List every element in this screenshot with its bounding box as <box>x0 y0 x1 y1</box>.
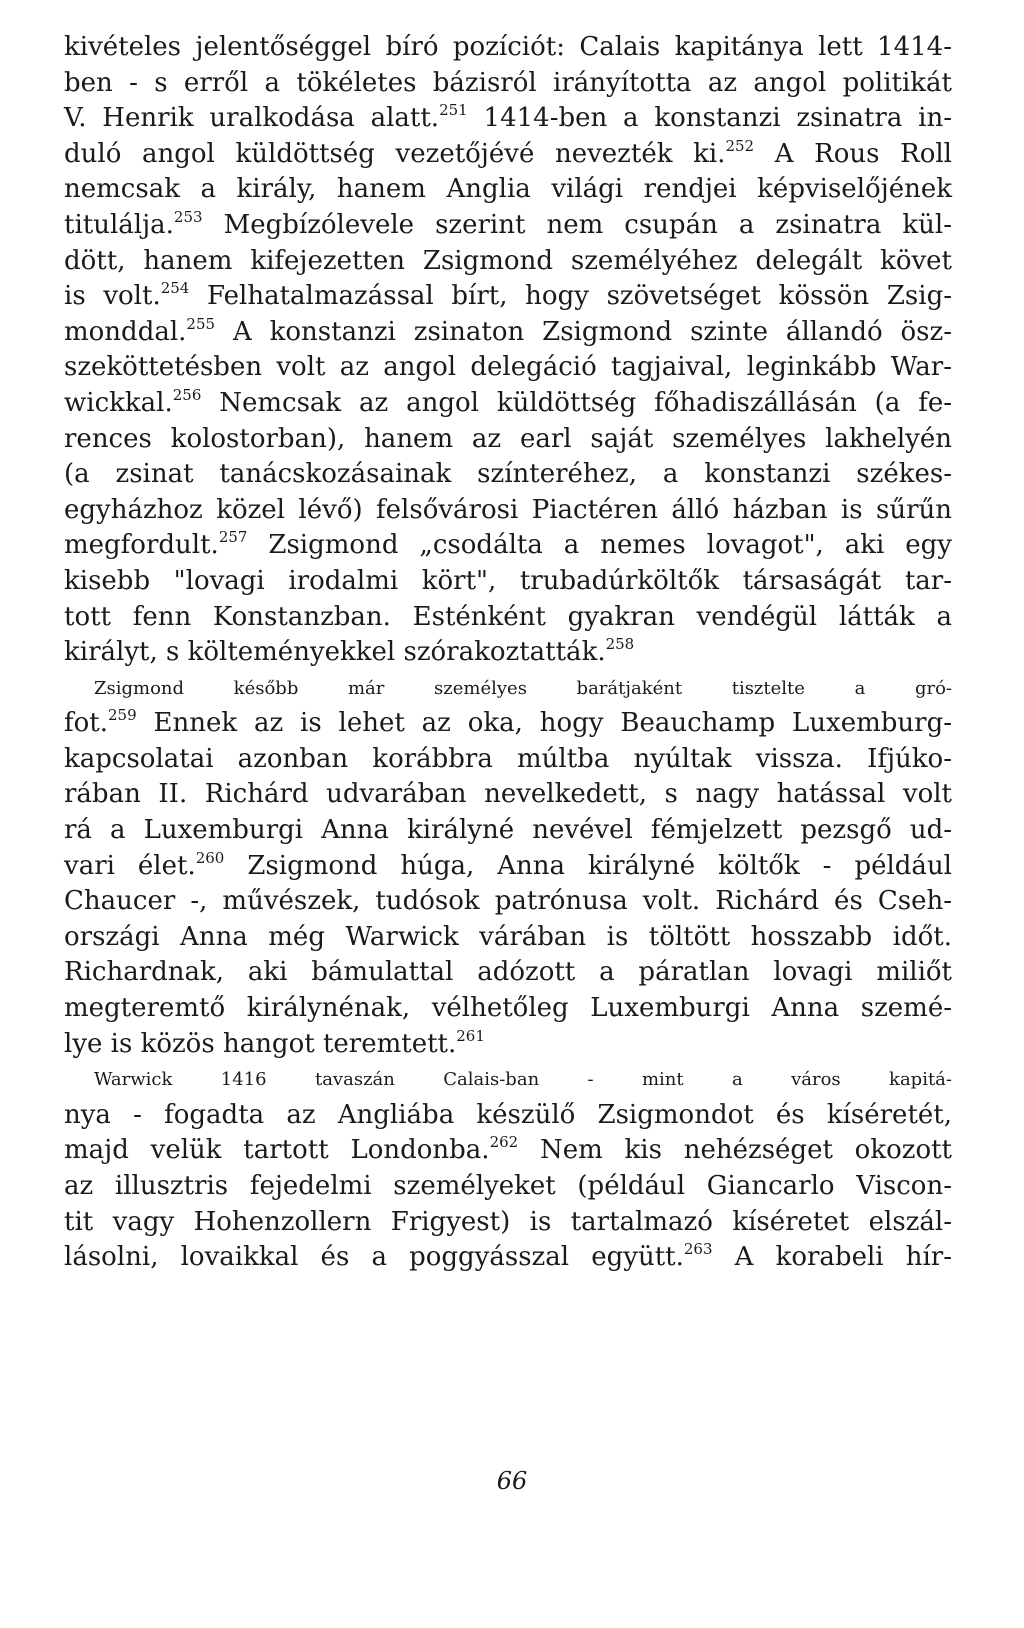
text-line <box>64 706 952 742</box>
text-line <box>64 1240 952 1276</box>
text-line <box>64 742 952 778</box>
footnote-reference: 257 <box>218 528 248 547</box>
text-segment: fot. <box>64 708 108 739</box>
text-line <box>64 955 952 991</box>
text-line <box>64 493 952 529</box>
text-segment: dött, hanem kifejezetten Zsigmond személyéhez delegált követ <box>64 245 952 276</box>
text-line <box>64 991 952 1027</box>
text-segment: kivételes jelentőséggel bíró pozíciót: Calais kapitánya lett 1414- <box>64 32 952 62</box>
text-segment: majd velük tartott Londonba. <box>64 1135 490 1166</box>
text-line <box>64 137 952 173</box>
footnote-reference: 260 <box>195 848 225 867</box>
text-line <box>64 1098 952 1134</box>
text-line <box>64 671 952 707</box>
text-body <box>64 30 952 1276</box>
text-segment: wickkal. <box>64 387 173 418</box>
text-segment: tit vagy Hohenzollern Frigyest) is tartalmazó kíséretet elszál- <box>64 1206 952 1237</box>
text-line <box>64 1205 952 1241</box>
text-segment: országi Anna még Warwick várában is töltött hosszabb időt. <box>64 921 952 952</box>
text-line <box>64 422 952 458</box>
text-segment: Nem kis nehézséget okozott <box>518 1135 952 1166</box>
text-segment: kapcsolatai azonban korábbra múltba nyúltak vissza. Ifjúko- <box>64 743 952 774</box>
text-segment: ben - s erről a tökéletes bázisról irányította az angol politikát <box>64 67 952 98</box>
text-segment: nya - fogadta az Angliába készülő Zsigmondot és kíséretét, <box>64 1099 952 1130</box>
text-segment: Zsigmond „csodálta a nemes lovagot", aki egy <box>247 530 952 561</box>
text-segment: lye is közös hangot teremtett. <box>64 1028 457 1059</box>
text-line <box>64 849 952 885</box>
text-segment: megfordult. <box>64 530 219 561</box>
text-line <box>64 600 952 636</box>
text-segment: nemcsak a király, hanem Anglia világi rendjei képviselőjének <box>64 174 952 205</box>
text-line <box>64 1169 952 1205</box>
text-line <box>64 813 952 849</box>
text-line <box>64 101 952 137</box>
text-line <box>64 30 952 66</box>
text-segment: megteremtő királynénak, vélhetőleg Luxemburgi Anna szemé- <box>64 993 952 1024</box>
text-segment: Megbízólevele szerint nem csupán a zsinatra kül- <box>202 209 952 240</box>
text-segment: lásolni, lovaikkal és a poggyásszal együtt. <box>64 1242 684 1273</box>
text-segment: tott fenn Konstanzban. Esténként gyakran vendégül látták a <box>64 601 952 632</box>
text-line <box>64 635 952 671</box>
text-line <box>64 884 952 920</box>
text-line <box>64 457 952 493</box>
footnote-reference: 255 <box>186 314 216 333</box>
text-segment: (a zsinat tanácskozásainak színteréhez, a konstanzi székes- <box>64 459 952 490</box>
text-segment: Felhatalmazással bírt, hogy szövetséget kössön Zsig- <box>189 281 953 312</box>
text-segment: rá a Luxemburgi Anna királyné nevével fémjelzett pezsgő ud- <box>64 815 952 846</box>
text-segment: az illusztris fejedelmi személyeket (például Giancarlo Viscon- <box>64 1171 952 1201</box>
footnote-reference: 262 <box>489 1133 519 1152</box>
text-segment: duló angol küldöttség vezetőjévé nevezték ki. <box>64 138 726 169</box>
text-line <box>64 920 952 956</box>
text-line <box>64 350 952 386</box>
text-segment: Richardnak, aki bámulattal adózott a páratlan lovagi miliőt <box>64 957 952 988</box>
text-segment: titulálja. <box>64 209 174 240</box>
text-segment: szeköttetésben volt az angol delegáció tagjaival, leginkább War- <box>64 352 952 383</box>
text-segment: is volt. <box>64 281 161 312</box>
text-line <box>64 315 952 351</box>
text-line <box>64 1062 952 1098</box>
text-line <box>64 244 952 280</box>
text-segment: Nemcsak az angol küldöttség főhadiszállásán (a fe- <box>201 387 952 418</box>
text-segment: rences kolostorban), hanem az earl saját személyes lakhelyén <box>64 423 952 454</box>
footnote-reference: 254 <box>160 279 190 298</box>
text-segment: A Rous Roll <box>754 138 952 169</box>
text-line <box>64 528 952 564</box>
footnote-reference: 256 <box>172 385 202 404</box>
page-number: 66 <box>496 1467 528 1495</box>
footnote-reference: 252 <box>725 136 755 155</box>
text-line <box>64 208 952 244</box>
text-segment: kisebb "lovagi irodalmi kört", trubadúrköltők társaságát tar- <box>64 565 952 596</box>
text-segment: vari élet. <box>64 850 196 881</box>
text-line <box>64 1027 952 1063</box>
text-line <box>64 1133 952 1169</box>
footnote-reference: 259 <box>108 706 137 725</box>
footnote-reference: 251 <box>439 101 468 120</box>
text-segment: Zsigmond húga, Anna királyné költők - például <box>224 850 952 881</box>
text-segment: királyt, s költeményekkel szórakoztatták. <box>64 637 606 668</box>
text-line <box>64 386 952 422</box>
text-segment: A konstanzi zsinaton Zsigmond szinte állandó ösz- <box>215 316 952 347</box>
text-segment: Zsigmond később már személyes barátjaként tisztelte a gró- <box>94 677 952 699</box>
footnote-reference: 253 <box>173 207 203 226</box>
text-segment: rában II. Richárd udvarában nevelkedett, s nagy hatással volt <box>64 779 952 810</box>
text-segment: A korabeli hír- <box>712 1242 953 1273</box>
text-segment: monddal. <box>64 316 187 347</box>
text-segment: egyházhoz közel lévő) felsővárosi Piactéren álló házban is sűrűn <box>64 494 952 525</box>
text-line <box>64 172 952 208</box>
text-line <box>64 564 952 600</box>
text-line <box>64 279 952 315</box>
footnote-reference: 263 <box>683 1240 713 1259</box>
footnote-reference: 261 <box>456 1026 485 1045</box>
text-line <box>64 777 952 813</box>
text-segment: Warwick 1416 tavaszán Calais-ban - mint a város kapitá- <box>94 1069 952 1091</box>
footnote-reference: 258 <box>605 635 635 654</box>
text-segment: Ennek az is lehet az oka, hogy Beauchamp Luxemburg- <box>136 708 952 739</box>
text-segment: Chaucer -, művészek, tudósok patrónusa volt. Richárd és Cseh- <box>64 886 952 917</box>
text-segment: V. Henrik uralkodása alatt. <box>64 103 440 134</box>
text-line <box>64 66 952 102</box>
text-segment: 1414-ben a konstanzi zsinatra in- <box>467 103 952 134</box>
